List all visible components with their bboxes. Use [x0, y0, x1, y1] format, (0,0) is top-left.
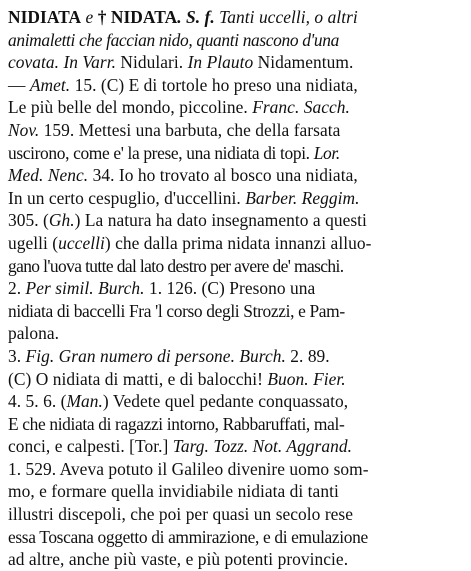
entry-line-3: covata. In Varr. Nidulari. In Plauto Nidamentum. — [8, 52, 354, 73]
definition-start: Tanti uccelli, o altri — [214, 7, 358, 27]
entry-line-20: conci, e calpesti. [Tor.] Targ. Tozz. Not. Aggrand. — [8, 436, 353, 457]
entry-line-13: 2. Per simil. Burch. 1. 126. (C) Presono una — [8, 278, 316, 299]
entry-line-21: 1. 529. Aveva potuto il Galileo divenire uomo som- — [8, 458, 369, 479]
headword: NIDIATA — [8, 7, 82, 27]
entry-line-9: In un certo cespuglio, d'uccellini. Barber. Reggim. — [8, 187, 360, 208]
entry-line-8: Med. Nenc. 34. Io ho trovato al bosco una nidiata, — [8, 165, 358, 186]
entry-line-5: Le più belle del mondo, piccoline. Franc. Sacch. — [8, 97, 350, 118]
entry-line-7: uscirono, come e' la prese, una nidiata di topi. Lor. — [8, 142, 340, 163]
entry-line-12: gano l'uova tutte dal lato destro per avere de' maschi. — [8, 255, 344, 276]
entry-line-18: 4. 5. 6. (Man.) Vedete quel pedante conquassato, — [8, 391, 349, 412]
entry-line-2: animaletti che faccian nido, quanti nascono d'una — [8, 29, 339, 50]
entry-line-24: essa Toscana oggetto di ammirazione, e di emulazione — [8, 526, 368, 547]
entry-line-22: mo, e formare quella invidiabile nidiata di tanti — [8, 481, 339, 502]
entry-line-16: 3. Fig. Gran numero di persone. Burch. 2. 89. — [8, 345, 330, 366]
entry-line-4: — Amet. 15. (C) E di tortole ho preso una nidiata, — [8, 74, 358, 95]
entry-line-1: NIDIATA e † NIDATA. S. f. Tanti uccelli, o altri — [8, 7, 358, 27]
entry-line-15: palona. — [8, 323, 60, 344]
part-of-speech: . S. f. — [177, 7, 215, 27]
entry-line-14: nidiata di baccelli Fra 'l corso degli Strozzi, e Pam- — [8, 300, 345, 321]
entry-line-6: Nov. 159. Mettesi una barbuta, che della farsata — [8, 119, 341, 140]
headword-variant: NIDATA — [110, 7, 178, 27]
entry-line-11: ugelli (uccelli) che dalla prima nidata innanzi alluo- — [8, 232, 372, 253]
entry-line-19: E che nidiata di ragazzi intorno, Rabbaruffati, mal- — [8, 413, 345, 434]
entry-line-10: 305. (Gh.) La natura ha dato insegnamento a questi — [8, 210, 367, 231]
entry-line-25: ad altre, anche più vaste, e più potenti provincie. — [8, 549, 349, 570]
entry-line-17: (C) O nidiata di matti, e di balocchi! Buon. Fier. — [8, 368, 346, 389]
dagger-symbol: † — [97, 7, 111, 27]
entry-line-23: illustri discepoli, che poi per quasi un secolo rese — [8, 504, 354, 525]
